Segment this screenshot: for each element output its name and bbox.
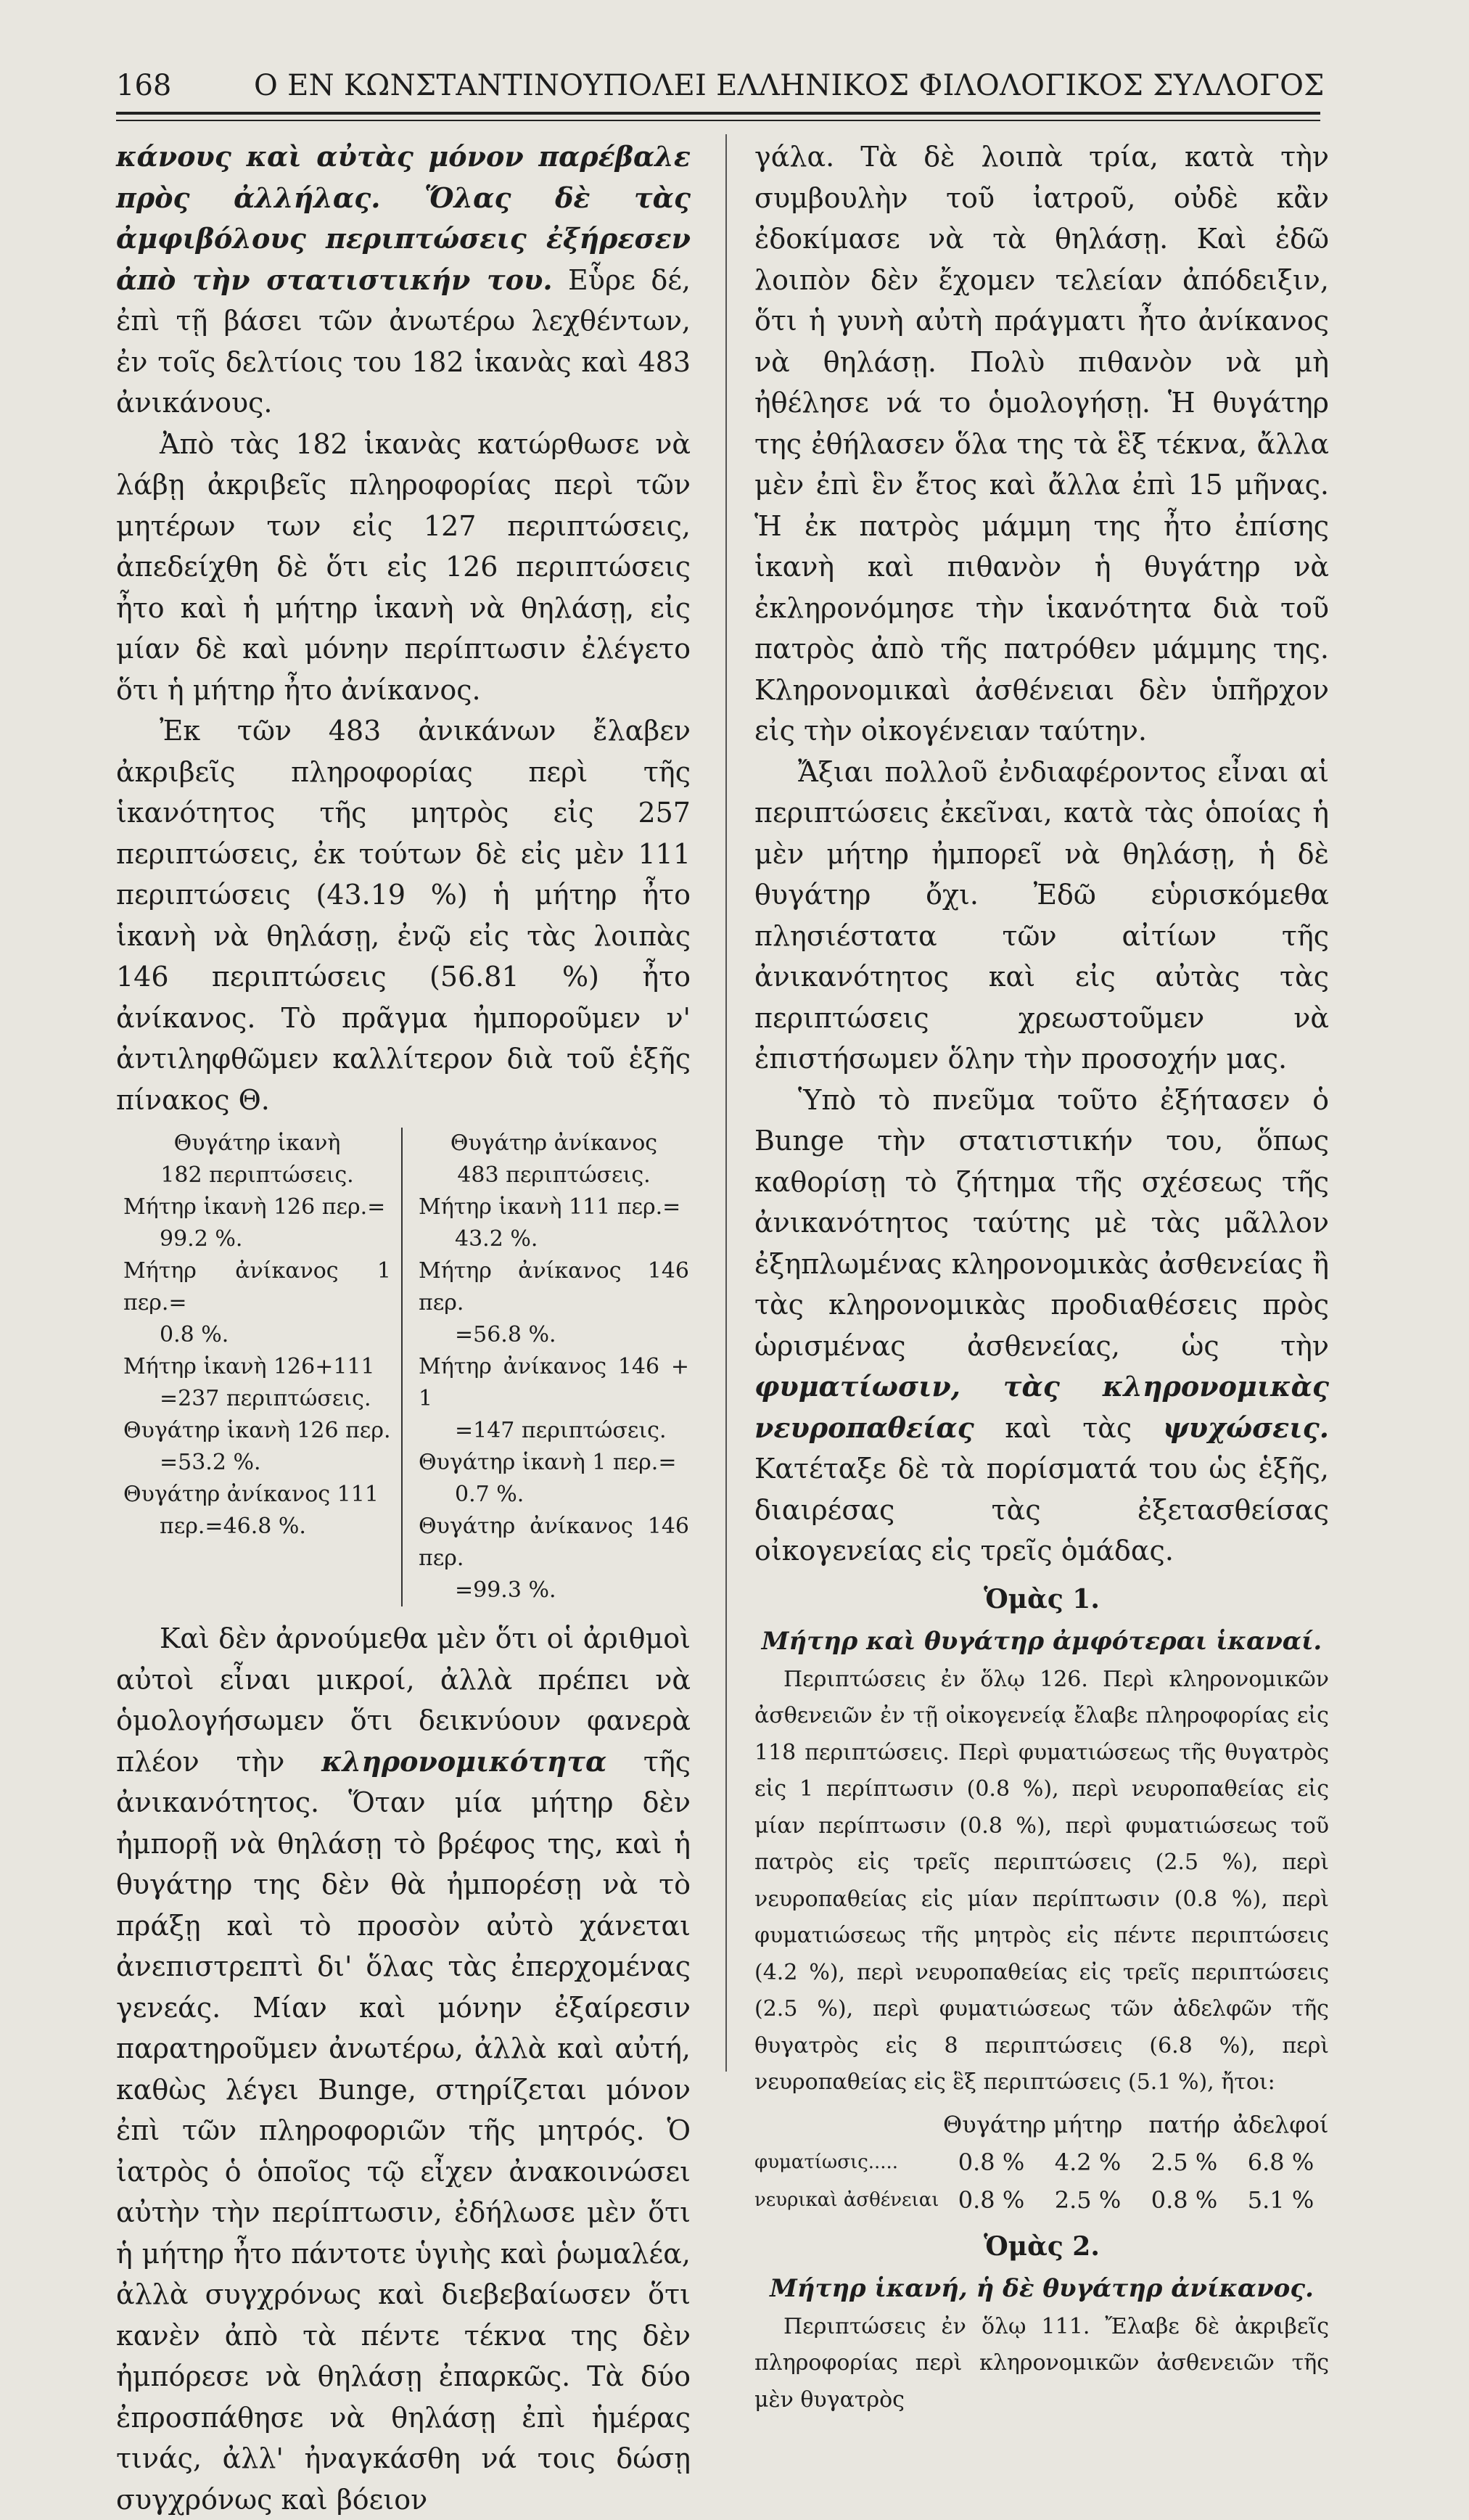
header-rule-thin [116, 120, 1320, 121]
table-column-daughter-capable [116, 1128, 403, 1606]
right-column [754, 136, 1329, 2418]
stats-cell: φυματίωσις..... [754, 2151, 899, 2173]
table-line: 182 περιπτώσεις. [160, 1162, 354, 1188]
table-line: Θυγάτηρ ἀνίκανος [450, 1130, 658, 1156]
stats-cell: 4.2 % [1054, 2148, 1122, 2176]
table-line: Θυγάτηρ ἱκανὴ [173, 1130, 341, 1156]
table-column-daughter-incapable [403, 1128, 689, 1606]
paragraph: Ἄξιαι πολλοῦ ἐνδιαφέροντος εἶναι αἱ περιπτώσεις ἐκεῖναι, κατὰ τὰς ὁποίας ἡ μὲν μήτηρ ἠμπορεῖ νὰ θηλάσῃ, ἡ δὲ θυγάτηρ ὄχι. Ἐδῶ εὑρισκόμεθα πλησιέστατα τῶν αἰτίων τῆς ἀνικανότητος καὶ εἰς αὐτὰς τὰς περιπτώσεις χρεωστοῦμεν νὰ ἐπιστήσωμεν ὅλην τὴν προσοχήν μας. [754, 755, 1329, 1075]
table-line: 0.7 %. [455, 1482, 524, 1507]
left-column [116, 136, 691, 2520]
table-line: =237 περιπτώσεις. [160, 1386, 371, 1411]
stats-cell: 5.1 % [1247, 2185, 1314, 2214]
paragraph-text: Ὑπὸ τὸ πνεῦμα τοῦτο ἐξήτασεν ὁ Bunge τὴν στατιστικήν του, ὅπως καθορίσῃ τὸ ζήτημα τῆς σχέσεως τῆς ἀνικανότητος ταύτης μὲ τὰς μᾶλλον ἐξηπλωμένας κληρονομικὰς ἀσθενείας ἢ τὰς κληρονομικὰς προδιαθέσεις πρὸς ὡρισμένας ἀσθενείας, ὡς τὴν [754, 1083, 1329, 1362]
table-line: =56.8 %. [455, 1322, 556, 1347]
paragraph: Περιπτώσεις ἐν ὅλῳ 111. Ἔλαβε δὲ ἀκριβεῖς πληροφορίας περὶ κληρονομικῶν ἀσθενειῶν τῆς μὲν θυγατρὸς [754, 2313, 1329, 2413]
running-title: Ο ΕΝ ΚΩΝΣΤΑΝΤΙΝΟΥΠΟΛΕΙ ΕΛΛΗΝΙΚΟΣ ΦΙΛΟΛΟΓΙΚΟΣ ΣΥΛΛΟΓΟΣ [254, 69, 1325, 102]
paragraph: Περιπτώσεις ἐν ὅλῳ 126. Περὶ κληρονομικῶν ἀσθενειῶν ἐν τῇ οἰκογενείᾳ ἔλαβε πληροφορίας εἰς 118 περιπτώσεις. Περὶ φυματιώσεως τῆς θυγατρὸς εἰς 1 περίπτωσιν (0.8 %), περὶ νευροπαθείας εἰς μίαν περίπτωσιν (0.8 %), περὶ φυματιώσεως τοῦ πατρὸς εἰς τρεῖς περιπτώσεις (2.5 %), περὶ νευροπαθείας εἰς μίαν περίπτωσιν (0.8 %), περὶ φυματιώσεως τῆς μητρὸς εἰς πέντε περιπτώσεις (4.2 %), περὶ νευροπαθείας εἰς τρεῖς περιπτώσεις (2.5 %), περὶ φυματιώσεως τῶν ἀδελφῶν τῆς θυγατρὸς εἰς 8 περιπτώσεις (6.8 %), περὶ νευροπαθείας εἰς ἓξ περιπτώσεις (5.1 %), ἤτοι: [754, 1666, 1329, 2095]
paragraph [116, 1618, 691, 2520]
paragraph: γάλα. Τὰ δὲ λοιπὰ τρία, κατὰ τὴν συμβουλὴν τοῦ ἰατροῦ, οὐδὲ κἂν ἐδοκίμασε νὰ τὰ θηλάσῃ. Καὶ ἐδῶ λοιπὸν δὲν ἔχομεν τελείαν ἀπόδειξιν, ὅτι ἡ γυνὴ αὐτὴ πράγματι ἦτο ἀνίκανος νὰ θηλάσῃ. Πολὺ πιθανὸν νὰ μὴ ἠθέλησε νά το ὁμολογήσῃ. Ἡ θυγάτηρ της ἐθήλασεν ὅλα της τὰ ἓξ τέκνα, ἄλλα μὲν ἐπὶ ἓν ἔτος καὶ ἄλλα ἐπὶ 15 μῆνας. Ἡ ἐκ πατρὸς μάμμη της ἦτο ἐπίσης ἱκανὴ καὶ πιθανὸν ἡ θυγάτηρ νὰ ἐκληρονόμησε τὴν ἱκανότητα διὰ τοῦ πατρὸς ἀπὸ τῆς πατρόθεν μάμμης της. Κληρονομικαὶ ἀσθένειαι δὲν ὑπῆρχον εἰς τὴν οἰκογένειαν ταύτην. [754, 141, 1329, 747]
italic-text: ψυχώσεις. [1162, 1411, 1329, 1444]
stats-header-cell: ἀδελφοί [1233, 2110, 1329, 2138]
section-subtitle: Μήτηρ καὶ θυγάτηρ ἀμφότεραι ἱκαναί. [761, 1626, 1322, 1656]
stats-header-cell [754, 2106, 943, 2143]
table-line: Θυγάτηρ ἀνίκανος 111 [123, 1482, 379, 1507]
stats-header-cell: Θυγάτηρ [943, 2110, 1047, 2138]
table-line: Μήτηρ ἱκανὴ 126+111 [123, 1354, 375, 1379]
table-theta [116, 1128, 691, 1606]
paragraph: Ἐκ τῶν 483 ἀνικάνων ἔλαβεν ἀκριβεῖς πληροφορίας περὶ τῆς ἱκανότητος τῆς μητρὸς εἰς 257 περιπτώσεις, ἐκ τούτων δὲ εἰς μὲν 111 περιπτώσεις (43.19 %) ἡ μήτηρ ἦτο ἱκανὴ νὰ θηλάσῃ, ἐνῷ εἰς τὰς λοιπὰς 146 περιπτώσεις (56.81 %) ἦτο ἀνίκανος. Τὸ πρᾶγμα ἠμποροῦμεν ν' ἀντιληφθῶμεν καλλίτερον διὰ τοῦ ἑξῆς πίνακος Θ. [116, 715, 691, 1116]
italic-text: κάνους καὶ αὐτὰς μόνον παρέβαλε πρὸς ἀλλήλας. Ὅλας δὲ τὰς ἀμφιβόλους περιπτώσεις ἐξήρεσεν ἀπὸ τὴν στατιστικήν του. [116, 140, 691, 296]
paragraph [754, 1080, 1329, 1572]
stats-row [754, 2181, 1329, 2219]
paragraph [116, 136, 691, 424]
section-title: Ὁμὰς 2. [984, 2230, 1100, 2262]
stats-header-row [754, 2106, 1329, 2143]
stats-table [754, 2106, 1329, 2219]
paragraph-text: καὶ τὰς [974, 1411, 1163, 1444]
stats-cell: 2.5 % [1151, 2148, 1218, 2176]
table-line: Θυγάτηρ ἀνίκανος 146 περ. [419, 1514, 689, 1571]
paragraph: Ἀπὸ τὰς 182 ἱκανὰς κατώρθωσε νὰ λάβῃ ἀκριβεῖς πληροφορίας περὶ τῶν μητέρων των εἰς 127 περιπτώσεις, ἀπεδείχθη δὲ ὅτι εἰς 126 περιπτώσεις ἦτο καὶ ἡ μήτηρ ἱκανὴ νὰ θηλάσῃ, εἰς μίαν δὲ καὶ μόνην περίπτωσιν ἐλέγετο ὅτι ἡ μήτηρ ἦτο ἀνίκανος. [116, 427, 691, 706]
paragraph-text: Καὶ δὲν ἀρνούμεθα μὲν ὅτι οἱ ἀριθμοὶ αὐτοὶ εἶναι μικροί, ἀλλὰ πρέπει νὰ ὁμολογήσωμεν ὅτι δεικνύουν φανερὰ πλέον τὴν [116, 1622, 691, 1778]
page-number: 168 [116, 69, 172, 102]
stats-cell: νευρικαὶ ἀσθένειαι [754, 2188, 939, 2211]
table-line: Μήτηρ ἀνίκανος 146 περ. [419, 1258, 689, 1316]
table-line: Μήτηρ ἱκανὴ 126 περ.= [123, 1194, 386, 1220]
table-line: 99.2 %. [160, 1226, 243, 1252]
stats-cell: 0.8 % [958, 2148, 1025, 2176]
stats-cell: 2.5 % [1054, 2185, 1122, 2214]
stats-cell: 0.8 % [1151, 2185, 1218, 2214]
section-title: Ὁμὰς 1. [984, 1583, 1100, 1614]
table-line: =147 περιπτώσεις. [455, 1418, 667, 1443]
table-line: περ.=46.8 %. [160, 1514, 306, 1539]
header-rule-thick [116, 112, 1320, 115]
table-line: 483 περιπτώσεις. [457, 1162, 651, 1188]
paragraph-text: Εὗρε δέ, ἐπὶ τῇ βάσει τῶν ἀνωτέρω λεχθέντων, ἐν τοῖς δελτίοις του 182 ἱκανὰς καὶ 483 ἀνικάνους. [116, 263, 691, 419]
stats-cell: 0.8 % [958, 2185, 1025, 2214]
table-line: Θυγάτηρ ἱκανὴ 1 περ.= [419, 1450, 677, 1475]
table-line: Μήτηρ ἀνίκανος 146 + 1 [419, 1354, 689, 1411]
italic-text: φυματίωσιν, τὰς κληρονομικὰς νευροπαθείας [754, 1370, 1329, 1444]
paragraph-text: τῆς ἀνικανότητος. Ὅταν μία μήτηρ δὲν ἠμπορῇ νὰ θηλάσῃ τὸ βρέφος της, καὶ ἡ θυγάτηρ της δὲν θὰ ἠμπορέσῃ νὰ τὸ πράξῃ καὶ τὸ προσὸν αὐτὸ χάνεται ἀνεπιστρεπτὶ δι' ὅλας τὰς ἐπερχομένας γενεάς. Μίαν καὶ μόνην ἐξαίρεσιν παρατηροῦμεν ἀνωτέρω, ἀλλὰ καὶ αὐτή, καθὼς λέγει Bunge, στηρίζεται μόνον ἐπὶ τῶν πληροφοριῶν τῆς μητρός. Ὁ ἰατρὸς ὁ ὁποῖος τῷ εἶχεν ἀνακοινώσει αὐτὴν τὴν περίπτωσιν, ἐδήλωσε μὲν ὅτι ἡ μήτηρ ἦτο πάντοτε ὑγιὴς καὶ ῥωμαλέα, ἀλλὰ συγχρόνως καὶ διεβεβαίωσεν ὅτι κανὲν ἀπὸ τὰ πέντε τέκνα της δὲν ἠμπόρεσε νὰ θηλάσῃ ἐπαρκῶς. Τὰ δύο ἐπροσπάθησε νὰ θηλάσῃ ἐπὶ ἡμέρας τινάς, ἀλλ' ἠναγκάσθη νά τοις δώσῃ συγχρόνως καὶ βόειον [116, 1745, 691, 2516]
section-subtitle: Μήτηρ ἱκανή, ἡ δὲ θυγάτηρ ἀνίκανος. [770, 2273, 1314, 2303]
table-line: 43.2 %. [455, 1226, 538, 1252]
stats-cell: 6.8 % [1247, 2148, 1314, 2176]
table-line: Μήτηρ ἀνίκανος 1 περ.= [123, 1258, 391, 1316]
table-line: 0.8 %. [160, 1322, 229, 1347]
table-line: =53.2 %. [160, 1450, 261, 1475]
italic-text: κληρονομικότητα [321, 1744, 607, 1778]
stats-header-cell: πατήρ [1148, 2110, 1220, 2138]
column-divider [725, 134, 727, 2072]
paragraph-text: Κατέταξε δὲ τὰ πορίσματά του ὡς ἑξῆς, διαιρέσας τὰς ἐξετασθείσας οἰκογενείας εἰς τρεῖς ὁμάδας. [754, 1453, 1329, 1567]
table-line: Μήτηρ ἱκανὴ 111 περ.= [419, 1194, 681, 1220]
table-line: Θυγάτηρ ἱκανὴ 126 περ. [123, 1418, 391, 1443]
stats-row [754, 2143, 1329, 2181]
table-line: =99.3 %. [455, 1577, 556, 1603]
stats-header-cell: μήτηρ [1053, 2110, 1123, 2138]
